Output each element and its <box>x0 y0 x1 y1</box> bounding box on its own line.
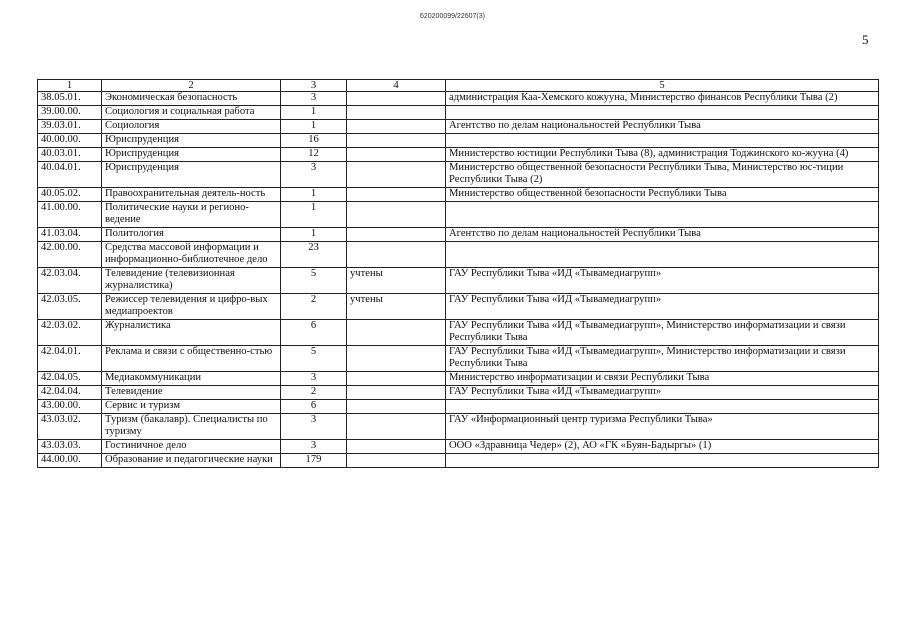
row-count-cell: 2 <box>281 294 347 320</box>
row-code-cell: 40.00.00. <box>38 134 102 148</box>
row-organizations-cell: ГАУ Республики Тыва «ИД «Тывамедиагрупп», Министерство информатизации и связи Республики Тыва <box>446 346 879 372</box>
row-count-cell: 179 <box>281 454 347 468</box>
table-row <box>38 148 879 162</box>
row-note-cell <box>347 162 446 188</box>
row-name-cell: Режиссер телевидения и цифро-вых медиапроектов <box>102 294 281 320</box>
row-organizations-cell: ГАУ Республики Тыва «ИД «Тывамедиагрупп» <box>446 294 879 320</box>
row-note-cell <box>347 134 446 148</box>
row-note-cell <box>347 386 446 400</box>
row-organizations-cell <box>446 106 879 120</box>
row-organizations-cell: Министерство юстиции Республики Тыва (8), администрация Тоджинского ко-жууна (4) <box>446 148 879 162</box>
table-row <box>38 400 879 414</box>
row-name-cell: Телевидение (телевизионная журналистика) <box>102 268 281 294</box>
table-row <box>38 320 879 346</box>
row-note-cell <box>347 92 446 106</box>
table-row <box>38 134 879 148</box>
row-code-cell: 42.03.02. <box>38 320 102 346</box>
column-header: 3 <box>281 80 347 92</box>
row-organizations-cell <box>446 400 879 414</box>
row-count-cell: 1 <box>281 188 347 202</box>
row-organizations-cell: администрация Каа-Хемского кожууна, Министерство финансов Республики Тыва (2) <box>446 92 879 106</box>
table-row <box>38 454 879 468</box>
row-note-cell <box>347 202 446 228</box>
row-count-cell: 5 <box>281 346 347 372</box>
row-code-cell: 41.03.04. <box>38 228 102 242</box>
row-organizations-cell: ГАУ Республики Тыва «ИД «Тывамедиагрупп» <box>446 386 879 400</box>
column-header: 5 <box>446 80 879 92</box>
row-code-cell: 42.00.00. <box>38 242 102 268</box>
row-name-cell: Образование и педагогические науки <box>102 454 281 468</box>
row-count-cell: 23 <box>281 242 347 268</box>
row-name-cell: Реклама и связи с общественно-стью <box>102 346 281 372</box>
row-note-cell: учтены <box>347 294 446 320</box>
row-organizations-cell <box>446 242 879 268</box>
row-count-cell: 6 <box>281 400 347 414</box>
table-row <box>38 92 879 106</box>
table-row <box>38 106 879 120</box>
row-name-cell: Сервис и туризм <box>102 400 281 414</box>
table-row <box>38 294 879 320</box>
row-note-cell <box>347 346 446 372</box>
row-name-cell: Медиакоммуникации <box>102 372 281 386</box>
row-count-cell: 3 <box>281 440 347 454</box>
row-organizations-cell <box>446 454 879 468</box>
row-name-cell: Туризм (бакалавр). Специалисты по туризму <box>102 414 281 440</box>
specialties-table <box>37 79 879 468</box>
row-name-cell: Юриспруденция <box>102 162 281 188</box>
row-organizations-cell: Министерство общественной безопасности Республики Тыва <box>446 188 879 202</box>
row-organizations-cell: Министерство общественной безопасности Республики Тыва, Министерство юс-тиции Республики Тыва (2) <box>446 162 879 188</box>
row-organizations-cell: Агентство по делам национальностей Республики Тыва <box>446 120 879 134</box>
row-code-cell: 43.03.02. <box>38 414 102 440</box>
table-row <box>38 188 879 202</box>
row-code-cell: 42.04.04. <box>38 386 102 400</box>
row-count-cell: 3 <box>281 372 347 386</box>
row-organizations-cell: ООО «Здравница Чедер» (2), АО «ГК «Буян-Бадыргы» (1) <box>446 440 879 454</box>
row-note-cell <box>347 440 446 454</box>
row-code-cell: 42.04.05. <box>38 372 102 386</box>
row-name-cell: Телевидение <box>102 386 281 400</box>
table-row <box>38 440 879 454</box>
row-note-cell <box>347 120 446 134</box>
row-name-cell: Политические науки и регионо-ведение <box>102 202 281 228</box>
row-code-cell: 42.03.05. <box>38 294 102 320</box>
row-count-cell: 2 <box>281 386 347 400</box>
row-organizations-cell <box>446 134 879 148</box>
column-header: 2 <box>102 80 281 92</box>
row-code-cell: 41.00.00. <box>38 202 102 228</box>
row-count-cell: 6 <box>281 320 347 346</box>
row-count-cell: 1 <box>281 228 347 242</box>
row-name-cell: Экономическая безопасность <box>102 92 281 106</box>
table-row <box>38 162 879 188</box>
column-header: 4 <box>347 80 446 92</box>
row-name-cell: Социология и социальная работа <box>102 106 281 120</box>
row-name-cell: Юриспруденция <box>102 148 281 162</box>
table-row <box>38 202 879 228</box>
row-code-cell: 39.03.01. <box>38 120 102 134</box>
row-note-cell <box>347 454 446 468</box>
row-organizations-cell: ГАУ «Информационный центр туризма Республики Тыва» <box>446 414 879 440</box>
column-header: 1 <box>38 80 102 92</box>
row-name-cell: Средства массовой информации и информационно-библиотечное дело <box>102 242 281 268</box>
table-row <box>38 120 879 134</box>
row-organizations-cell <box>446 202 879 228</box>
row-count-cell: 1 <box>281 120 347 134</box>
row-code-cell: 43.03.03. <box>38 440 102 454</box>
table-row <box>38 268 879 294</box>
row-code-cell: 44.00.00. <box>38 454 102 468</box>
row-note-cell <box>347 414 446 440</box>
row-organizations-cell: ГАУ Республики Тыва «ИД «Тывамедиагрупп», Министерство информатизации и связи Республики Тыва <box>446 320 879 346</box>
document-id: 620200099/22607(3) <box>419 13 485 20</box>
row-note-cell <box>347 228 446 242</box>
row-name-cell: Юриспруденция <box>102 134 281 148</box>
table-row <box>38 386 879 400</box>
row-code-cell: 40.03.01. <box>38 148 102 162</box>
row-code-cell: 42.04.01. <box>38 346 102 372</box>
row-code-cell: 38.05.01. <box>38 92 102 106</box>
row-count-cell: 3 <box>281 414 347 440</box>
row-code-cell: 43.00.00. <box>38 400 102 414</box>
table-row <box>38 346 879 372</box>
row-count-cell: 3 <box>281 92 347 106</box>
row-note-cell <box>347 188 446 202</box>
table-row <box>38 242 879 268</box>
row-name-cell: Гостиничное дело <box>102 440 281 454</box>
row-note-cell <box>347 148 446 162</box>
row-organizations-cell: ГАУ Республики Тыва «ИД «Тывамедиагрупп» <box>446 268 879 294</box>
row-count-cell: 1 <box>281 202 347 228</box>
row-count-cell: 12 <box>281 148 347 162</box>
table-row <box>38 414 879 440</box>
row-note-cell: учтены <box>347 268 446 294</box>
row-organizations-cell: Министерство информатизации и связи Республики Тыва <box>446 372 879 386</box>
row-count-cell: 5 <box>281 268 347 294</box>
row-organizations-cell: Агентство по делам национальностей Республики Тыва <box>446 228 879 242</box>
row-count-cell: 16 <box>281 134 347 148</box>
row-count-cell: 3 <box>281 162 347 188</box>
row-code-cell: 39.00.00. <box>38 106 102 120</box>
row-name-cell: Журналистика <box>102 320 281 346</box>
table-row <box>38 372 879 386</box>
row-name-cell: Политология <box>102 228 281 242</box>
row-note-cell <box>347 372 446 386</box>
column-number-row <box>38 80 879 92</box>
table-body <box>38 92 879 468</box>
row-count-cell: 1 <box>281 106 347 120</box>
row-name-cell: Социология <box>102 120 281 134</box>
table-row <box>38 228 879 242</box>
row-note-cell <box>347 400 446 414</box>
row-code-cell: 42.03.04. <box>38 268 102 294</box>
row-note-cell <box>347 320 446 346</box>
row-code-cell: 40.04.01. <box>38 162 102 188</box>
row-note-cell <box>347 106 446 120</box>
row-code-cell: 40.05.02. <box>38 188 102 202</box>
row-note-cell <box>347 242 446 268</box>
page-number: 5 <box>862 32 869 47</box>
row-name-cell: Правоохранительная деятель-ность <box>102 188 281 202</box>
